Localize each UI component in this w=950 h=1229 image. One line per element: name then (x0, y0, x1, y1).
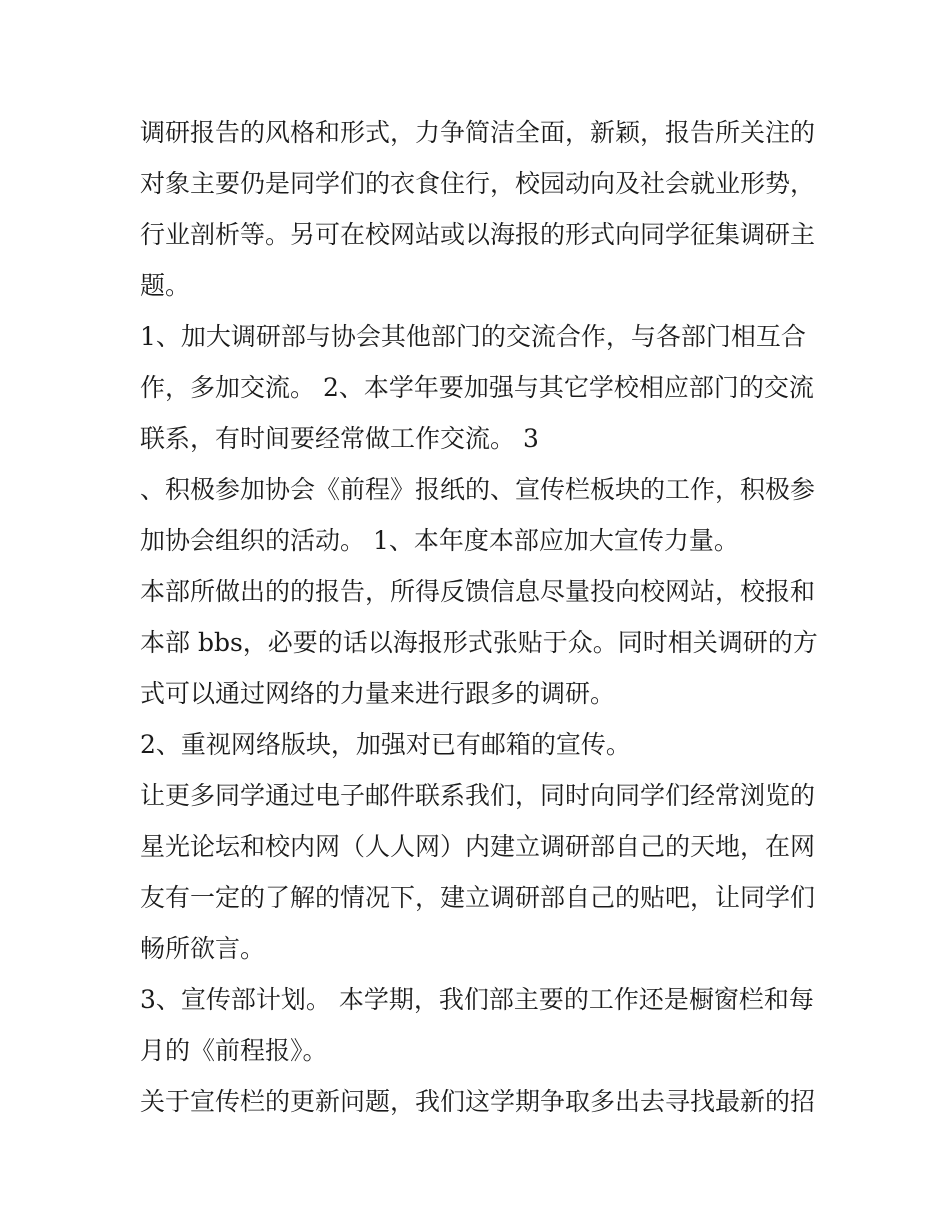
text-line: 、积极参加协会《前程》报纸的、宣传栏板块的工作，积极参 (140, 475, 816, 504)
text-line: 友有一定的了解的情况下，建立调研部自己的贴吧，让同学们 (140, 883, 816, 912)
text-line: 让更多同学通过电子邮件联系我们，同时向同学们经常浏览的 (140, 781, 816, 810)
text-line: 题。 (140, 271, 191, 300)
text-line: 3、宣传部计划。 本学期，我们部主要的工作还是橱窗栏和每 (140, 985, 814, 1014)
document-body (140, 107, 820, 1127)
text-line: 2、重视网络版块，加强对已有邮箱的宣传。 (140, 730, 631, 759)
text-line: 式可以通过网络的力量来进行跟多的调研。 (140, 679, 616, 708)
text-line: 作，多加交流。 2、本学年要加强与其它学校相应部门的交流 (140, 373, 814, 402)
text-line: 关于宣传栏的更新问题，我们这学期争取多出去寻找最新的招 (140, 1087, 816, 1116)
text-line: 星光论坛和校内网（人人网）内建立调研部自己的天地，在网 (140, 832, 816, 861)
text-line: 调研报告的风格和形式，力争简洁全面，新颖，报告所关注的 (140, 118, 816, 147)
text-line: 月的《前程报》。 (140, 1036, 328, 1065)
text-line: 行业剖析等。另可在校网站或以海报的形式向同学征集调研主 (140, 220, 816, 249)
text-line: 对象主要仍是同学们的衣食住行，校园动向及社会就业形势， (140, 169, 816, 198)
text-line: 本部 bbs，必要的话以海报形式张贴于众。同时相关调研的方 (140, 628, 818, 657)
text-line: 1、加大调研部与协会其他部门的交流合作，与各部门相互合 (140, 322, 806, 351)
text-line: 本部所做出的的报告，所得反馈信息尽量投向校网站，校报和 (140, 577, 816, 606)
text-line: 加协会组织的活动。 1、本年度本部应加大宣传力量。 (140, 526, 739, 555)
text-line: 联系，有时间要经常做工作交流。 3 (140, 424, 539, 453)
text-line: 畅所欲言。 (140, 934, 266, 963)
